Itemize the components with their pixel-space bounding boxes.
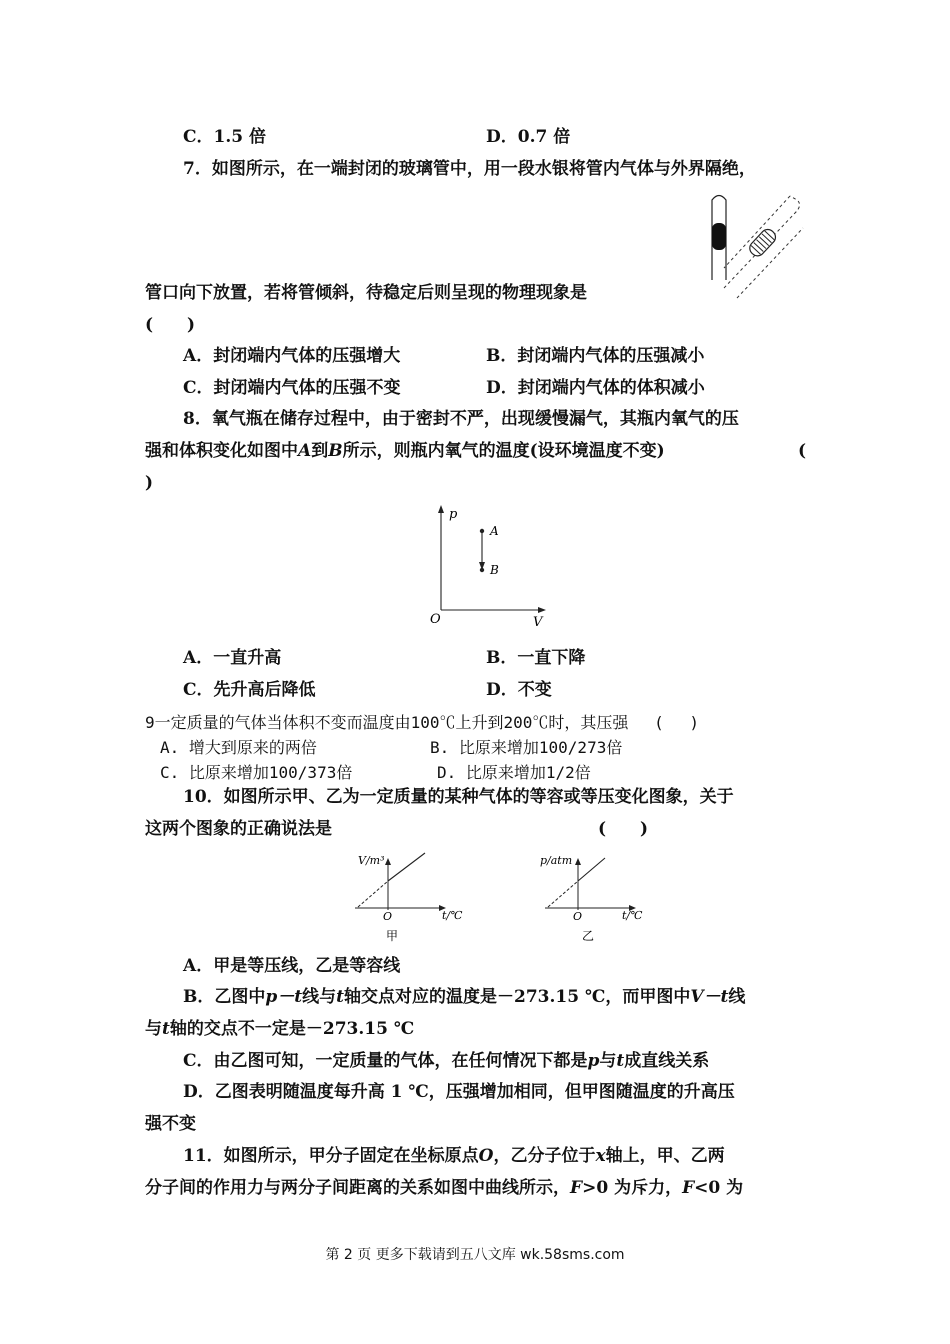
v-t-symbol: V－t [690,987,729,1007]
q7-stem-line1: 7．如图所示，在一端封闭的玻璃管中，用一段水银将管内气体与外界隔绝， [183,159,756,179]
p-symbol: p [587,1051,600,1071]
f-symbol: F [682,1178,695,1198]
o-symbol: O [478,1146,494,1166]
q10-option-a: A．甲是等压线，乙是等容线 [183,956,401,976]
t-symbol: t [162,1019,170,1039]
text: B．乙图中 [183,987,266,1007]
point-a-label: A [490,524,499,538]
q9-stem: 9一定质量的气体当体积不变而温度由100℃上升到200℃时，其压强 ( ) [145,713,699,732]
text: 11．如图所示，甲分子固定在坐标原点 [183,1146,479,1166]
q10-graph-yi [540,850,660,945]
text: 轴的交点不一定是－273.15 ℃ [169,1019,415,1039]
caption-yi: 乙 [582,929,595,943]
origin-label: O [430,612,441,627]
q7-answer-paren: ( ) [145,315,196,335]
x-axis-arrow [538,607,546,613]
text: 轴上，甲、乙两 [605,1146,725,1166]
q8-paren-close: ) [145,473,154,493]
p-axis-label: p/atm [540,854,573,867]
q10-option-c [183,1050,709,1072]
origin-label: O [383,910,393,923]
text: 与 [599,1051,617,1071]
q8-option-b: B．一直下降 [486,648,586,668]
q9-option-a: A. 增大到原来的两倍 [160,738,317,757]
q7-option-c: C．封闭端内气体的压强不变 [183,378,401,398]
caption-jia: 甲 [386,929,399,943]
q10-stem-line2: 这两个图象的正确说法是 [145,819,332,839]
q8-label-b: B [328,441,343,461]
q10-option-b-line1 [183,986,745,1008]
t-symbol: t [336,987,344,1007]
q8-text-a: 强和体积变化如图中 [145,441,298,461]
q6-option-c: C．1.5 倍 [183,127,267,147]
q7-tube-figure [700,188,810,298]
q9-option-b: B. 比原来增加100/273倍 [430,738,623,757]
tilted-tube-diagram [724,196,803,298]
q10-option-d-line2: 强不变 [145,1114,196,1134]
q8-option-c: C．先升高后降低 [183,680,316,700]
q7-option-b: B．封闭端内气体的压强减小 [486,346,705,366]
q11-stem-line2 [145,1177,743,1199]
page-footer: 第 2 页 更多下载请到五八文库 wk.58sms.com [325,1247,625,1263]
q10-answer-paren: ( ) [598,819,649,839]
q8-option-d: D．不变 [486,680,552,700]
origin-label: O [573,910,583,923]
f-symbol: F [570,1178,583,1198]
q8-text-b: 所示，则瓶内氧气的温度(设环境温度不变) [342,441,665,461]
p-axis-label: p [449,507,458,522]
q7-option-a: A．封闭端内气体的压强增大 [183,346,401,366]
text: <0 为 [694,1178,744,1198]
t-symbol: t [616,1051,625,1071]
text: 线与 [302,987,337,1007]
q8-paren-open: ( [798,441,807,461]
text: 与 [145,1019,162,1039]
p-t-symbol: p－t [265,987,303,1007]
y-axis-arrow [438,505,444,513]
x-symbol: x [595,1146,606,1166]
q9-option-c: C. 比原来增加100/373倍 [160,763,353,782]
q11-stem-line1 [183,1145,725,1167]
q8-stem-line2 [145,440,665,462]
v-axis-label: V [533,615,543,630]
t-axis-label: t/℃ [442,909,463,922]
q8-option-a: A．一直升高 [183,648,282,668]
q7-stem-line2: 管口向下放置，若将管倾斜，待稳定后则呈现的物理现象是 [145,283,587,303]
point-b-label: B [490,563,499,577]
q8-label-a: A [298,441,312,461]
q10-option-d-line1: D．乙图表明随温度每升高 1 ℃，压强增加相同，但甲图随温度的升高压 [183,1082,735,1102]
q8-pv-graph [425,502,555,632]
text: 线 [728,987,746,1007]
text: ，乙分子位于 [493,1146,596,1166]
q10-graph-jia [350,850,470,945]
text: >0 为斥力， [582,1178,683,1198]
point-b [480,568,484,572]
q7-option-d: D．封闭端内气体的体积减小 [486,378,705,398]
text: C．由乙图可知，一定质量的气体，在任何情况下都是 [183,1051,588,1071]
q10-stem-line1: 10．如图所示甲、乙为一定质量的某种气体的等容或等压变化图象，关于 [183,787,734,807]
q9-option-d: D. 比原来增加1/2倍 [437,763,591,782]
q8-text-to: 到 [311,441,329,461]
q6-option-d: D．0.7 倍 [486,127,571,147]
text: 分子间的作用力与两分子间距离的关系如图中曲线所示， [145,1178,570,1198]
q10-option-b-line2 [145,1018,414,1040]
v-axis-label: V/m³ [358,854,385,867]
text: 轴交点对应的温度是－273.15 ℃，而甲图中 [343,987,691,1007]
point-a [480,529,484,533]
text: 成直线关系 [624,1051,710,1071]
vertical-tube-diagram [712,196,726,281]
q8-stem-line1: 8．氧气瓶在储存过程中，由于密封不严，出现缓慢漏气，其瓶内氧气的压 [183,409,739,429]
t-axis-label: t/℃ [622,909,643,922]
